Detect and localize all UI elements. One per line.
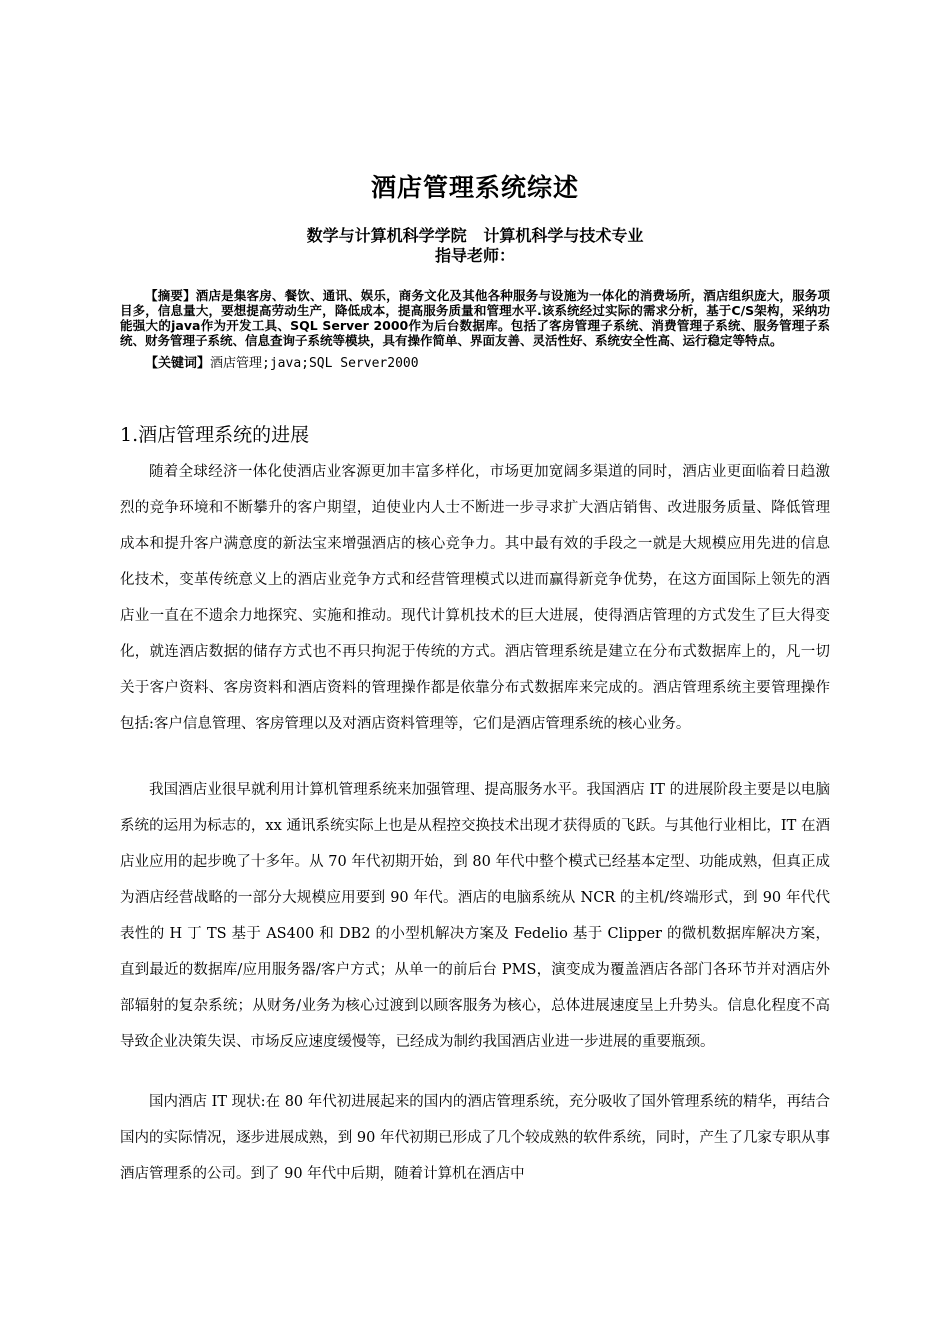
section-heading: 1.酒店管理系统的进展 [120,424,310,446]
abstract: 【摘要】酒店是集客房、餐饮、通讯、娱乐，商务文化及其他各种服务与设施为一体化的消费场所，酒店组织庞大，服务项目多，信息量大，要想提高劳动生产，降低成本，提高服务质量和管理水平.该系统经过实际的需求分析，基于C/S架构，采纳功能强大的java作为开发工具、SQL Server 2000作为后台数据库。包括了客房管理子系统、消费管理子系统、服务管理子系统、财务管理子系统、信息查询子系统等模块，具有操作简单、界面友善、灵活性好、系统安全性高、运行稳定等特点。 [120,288,830,348]
affiliation: 数学与计算机科学学院 计算机科学与技术专业 [306,226,644,245]
keywords-text: 酒店管理;java;SQL Server2000 [210,356,419,371]
paragraph: 我国酒店业很早就利用计算机管理系统来加强管理、提高服务水平。我国酒店 IT 的进展阶段主要是以电脑系统的运用为标志的，xx 通讯系统实际上也是从程控交换技术出现才获得质的飞跃。与其他行业相比，IT 在酒店业应用的起步晚了十多年。从 70 年代初期开始，到 80 年代中整个模式已经基本定型、功能成熟，但真正成为酒店经营战略的一部分大规模应用要到 90 年代。酒店的电脑系统从 NCR 的主机/终端形式，到 90 年代代表性的 H 丁 TS 基于 AS400 和 DB2 的小型机解决方案及 Fedelio 基于 Clipper 的微机数据库解决方案，直到最近的数据库/应用服务器/客户方式；从单一的前后台 PMS，演变成为覆盖酒店各部门各环节并对酒店外部辐射的复杂系统；从财务/业务为核心过渡到以顾客服务为核心，总体进展速度呈上升势头。信息化程度不高导致企业决策失误、市场反应速度缓慢等，已经成为制约我国酒店业进一步进展的重要瓶颈。 [120,782,830,1050]
document-title: 酒店管理系统综述 [370,173,579,202]
advisor-line: 指导老师： [434,246,515,265]
paragraph: 随着全球经济一体化使酒店业客源更加丰富多样化，市场更加宽阔多渠道的同时，酒店业更面临着日趋激烈的竞争环境和不断攀升的客户期望，迫使业内人士不断进一步寻求扩大酒店销售、改进服务质量、降低管理成本和提升客户满意度的新法宝来增强酒店的核心竞争力。其中最有效的手段之一就是大规模应用先进的信息化技术，变革传统意义上的酒店业竞争方式和经营管理模式以进而赢得新竞争优势，在这方面国际上领先的酒店业一直在不遗余力地探究、实施和推动。现代计算机技术的巨大进展，使得酒店管理的方式发生了巨大得变化，就连酒店数据的储存方式也不再只拘泥于传统的方式。酒店管理系统是建立在分布式数据库上的，凡一切关于客户资料、客房资料和酒店资料的管理操作都是依靠分布式数据库来完成的。酒店管理系统主要管理操作包括:客户信息管理、客房管理以及对酒店资料管理等，它们是酒店管理系统的核心业务。 [120,464,830,732]
keywords-line [120,356,830,372]
paragraph: 国内酒店 IT 现状:在 80 年代初进展起来的国内的酒店管理系统，充分吸收了国外管理系统的精华，再结合国内的实际情况，逐步进展成熟，到 90 年代初期已形成了几个较成熟的软件系统，同时，产生了几家专职从事酒店管理系的公司。到了 90 年代中后期，随着计算机在酒店中 [120,1094,830,1182]
keywords-label: 【关键词】 [145,356,211,371]
